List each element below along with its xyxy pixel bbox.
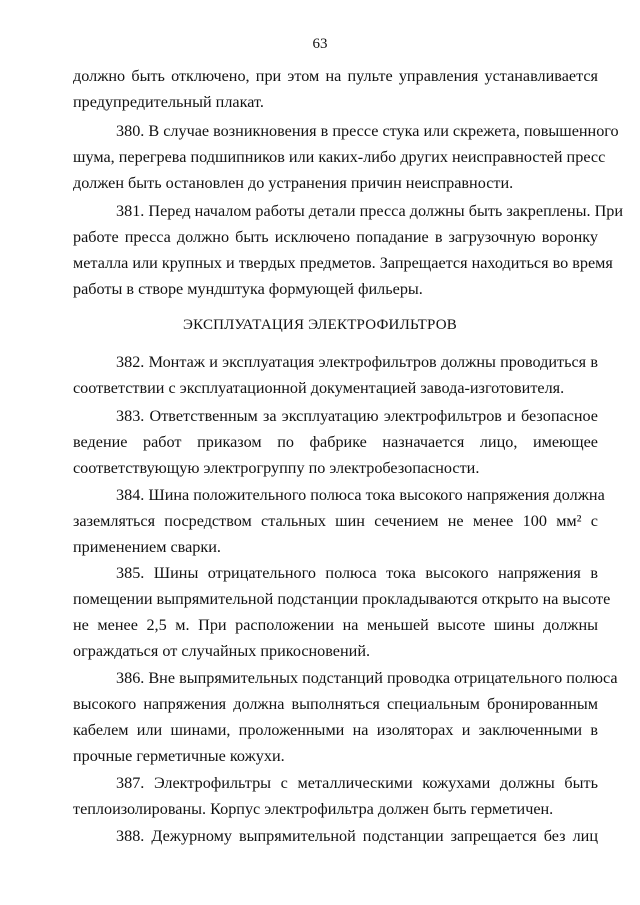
paragraph-385-start: 385. Шины отрицательного полюса тока высокого напряжения в [116,564,598,582]
paragraph-382-start: 382. Монтаж и эксплуатация электрофильтров должны проводиться в [116,353,598,371]
text-line: соответствующую электрогруппу по электробезопасности. [73,459,480,477]
text-line: шума, перегрева подшипников или каких-либо других неисправностей пресс [73,148,606,166]
text-line: предупредительный плакат. [73,93,264,111]
text-line: должно быть отключено, при этом на пульте управления устанавливается [73,67,598,85]
text-line: соответствии с эксплуатационной документацией завода-изготовителя. [73,379,565,397]
text-line: высокого напряжения должна выполняться специальным бронированным [73,695,598,713]
paragraph-386-start: 386. Вне выпрямительных подстанций проводка отрицательного полюса [116,669,618,687]
text-line: прочные герметичные кожухи. [73,747,285,765]
text-line: ограждаться от случайных прикосновений. [73,642,371,660]
text-line: кабелем или шинами, проложенными на изоляторах и заключенными в [73,721,598,739]
text-line: помещении выпрямительной подстанции прокладываются открыто на высоте [73,590,611,608]
paragraph-380-start: 380. В случае возникновения в прессе стука или скрежета, повышенного [116,122,619,140]
section-heading: ЭКСПЛУАТАЦИЯ ЭЛЕКТРОФИЛЬТРОВ [183,317,457,333]
text-line: ведение работ приказом по фабрике назначается лицо, имеющее [73,433,598,451]
text-line: должен быть остановлен до устранения причин неисправности. [73,174,514,192]
text-line: работе пресса должно быть исключено попадание в загрузочную воронку [73,228,598,246]
paragraph-388-start: 388. Дежурному выпрямительной подстанции запрещается без лиц [116,827,598,845]
text-line: металла или крупных и твердых предметов. Запрещается находиться во время [73,254,613,272]
paragraph-381-start: 381. Перед началом работы детали пресса должны быть закреплены. При [116,202,624,220]
page-number: 63 [312,36,328,52]
text-line: теплоизолированы. Корпус электрофильтра должен быть герметичен. [73,800,554,818]
paragraph-387-start: 387. Электрофильтры с металлическими кожухами должны быть [116,774,598,792]
paragraph-384-start: 384. Шина положительного полюса тока высокого напряжения должна [116,486,605,504]
text-line: применением сварки. [73,538,221,556]
text-line: не менее 2,5 м. При расположении на меньшей высоте шины должны [73,616,598,634]
text-line: заземляться посредством стальных шин сечением не менее 100 мм² с [73,512,598,530]
text-line: работы в створе мундштука формующей фильеры. [73,280,423,298]
paragraph-383-start: 383. Ответственным за эксплуатацию электрофильтров и безопасное [116,407,598,425]
